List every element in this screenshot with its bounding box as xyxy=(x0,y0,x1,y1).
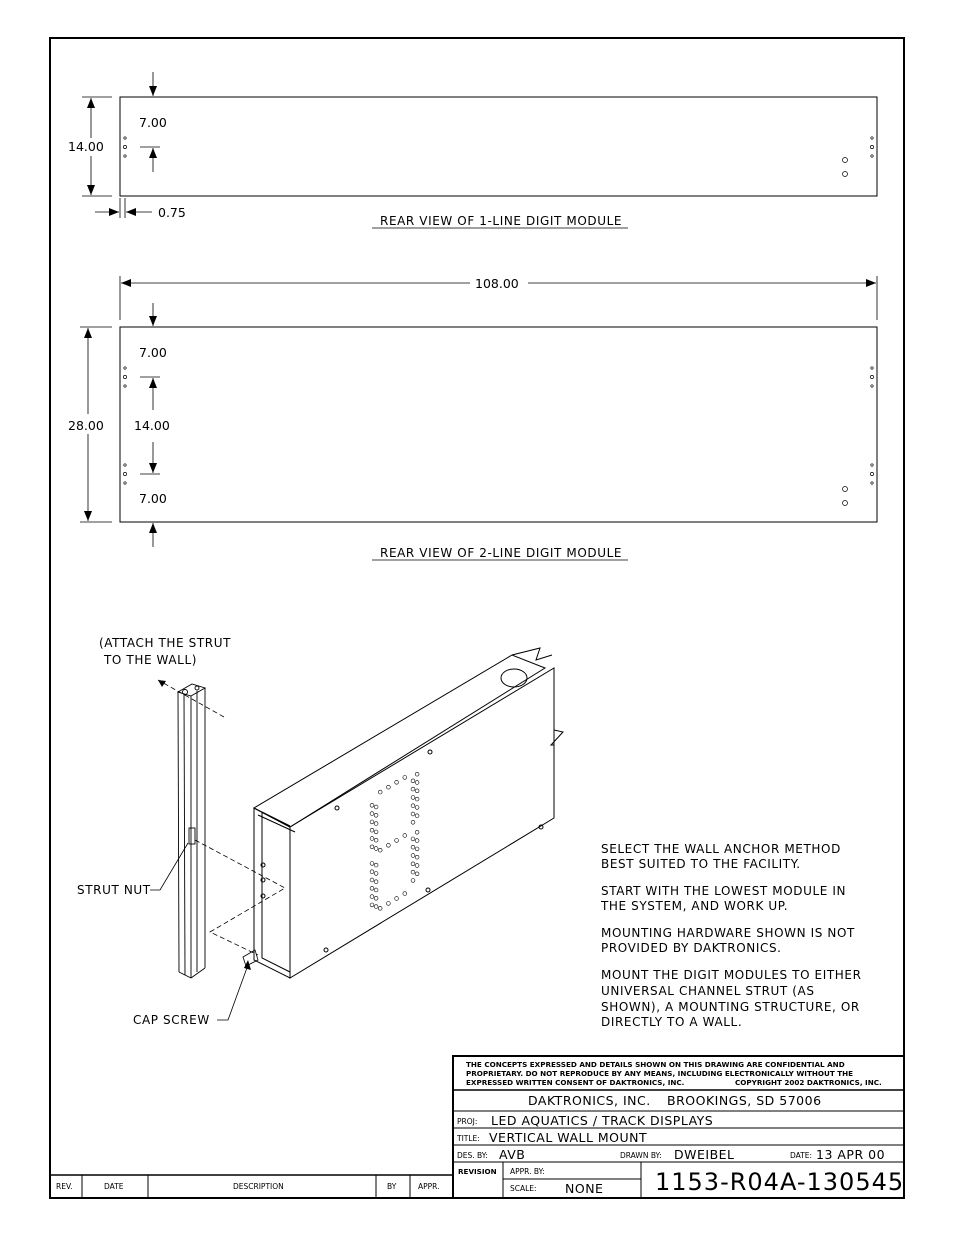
confidential-line-1: THE CONCEPTS EXPRESSED AND DETAILS SHOWN ON THIS DRAWING ARE CONFIDENTIAL AND xyxy=(466,1060,845,1069)
led-pixel xyxy=(374,872,378,876)
dim-half-1: 7.00 xyxy=(139,115,167,130)
led-digit-pattern xyxy=(370,772,419,910)
led-pixel xyxy=(370,803,374,807)
led-pixel xyxy=(403,892,407,896)
led-pixel xyxy=(370,870,374,874)
led-pixel xyxy=(395,839,399,843)
led-pixel xyxy=(370,812,374,816)
led-pixel xyxy=(395,897,399,901)
led-pixel xyxy=(387,785,391,789)
led-pixel xyxy=(415,839,419,843)
note-3-line-2: PROVIDED BY DAKTRONICS. xyxy=(601,941,782,955)
appr-header: APPR. xyxy=(418,1182,440,1191)
digit-module-cabinet xyxy=(254,648,563,978)
led-pixel xyxy=(374,905,378,909)
led-pixel xyxy=(387,902,391,906)
led-pixel xyxy=(374,838,378,842)
scale-value: NONE xyxy=(565,1181,604,1196)
date-value: 13 APR 00 xyxy=(816,1147,886,1162)
led-pixel xyxy=(415,781,419,785)
led-pixel xyxy=(415,772,419,776)
dim-width-2: 108.00 xyxy=(475,276,519,291)
strut-nut-leader xyxy=(150,843,188,890)
general-notes xyxy=(600,842,862,1029)
company-name: DAKTRONICS, INC. xyxy=(528,1093,651,1108)
rev-header: REV. xyxy=(56,1182,73,1191)
led-pixel xyxy=(411,845,415,849)
led-pixel xyxy=(415,855,419,859)
drawn-by-value: DWEIBEL xyxy=(674,1147,735,1162)
note-4-line-3: SHOWN), A MOUNTING STRUCTURE, OR xyxy=(601,1000,860,1014)
caption-rear-view-2: REAR VIEW OF 2-LINE DIGIT MODULE xyxy=(380,546,623,560)
led-pixel xyxy=(415,864,419,868)
unistrut-channel xyxy=(178,684,205,978)
led-pixel xyxy=(415,806,419,810)
confidential-line-2: PROPRIETARY. DO NOT REPRODUCE BY ANY MEANS, INCLUDING ELECTRONICALLY WITHOUT THE xyxy=(466,1069,854,1078)
led-pixel xyxy=(378,790,382,794)
led-pixel xyxy=(415,830,419,834)
led-pixel xyxy=(370,820,374,824)
led-pixel xyxy=(411,854,415,858)
led-pixel xyxy=(374,830,378,834)
led-pixel xyxy=(387,843,391,847)
caption-rear-view-1: REAR VIEW OF 1-LINE DIGIT MODULE xyxy=(380,214,623,228)
date-label: DATE: xyxy=(790,1151,813,1160)
led-pixel xyxy=(411,879,415,883)
cap-screw-leader xyxy=(217,965,248,1020)
led-pixel xyxy=(370,837,374,841)
module-1-line-outline xyxy=(120,97,877,196)
led-pixel xyxy=(370,895,374,899)
revision-label: REVISION xyxy=(458,1167,497,1176)
led-pixel xyxy=(415,814,419,818)
note-1-line-2: BEST SUITED TO THE FACILITY. xyxy=(601,857,801,871)
led-pixel xyxy=(374,888,378,892)
led-pixel xyxy=(378,848,382,852)
dim-bottom-2: 7.00 xyxy=(139,491,167,506)
led-pixel xyxy=(374,822,378,826)
des-by-value: AVB xyxy=(499,1147,526,1162)
led-pixel xyxy=(403,834,407,838)
strut-nut-label: STRUT NUT xyxy=(77,883,151,897)
drawn-by-label: DRAWN BY: xyxy=(620,1151,662,1160)
led-pixel xyxy=(411,870,415,874)
project-name: LED AQUATICS / TRACK DISPLAYS xyxy=(491,1113,714,1128)
led-pixel xyxy=(415,847,419,851)
led-pixel xyxy=(374,805,378,809)
led-pixel xyxy=(415,797,419,801)
dim-top-2: 7.00 xyxy=(139,345,167,360)
module-2-line-outline xyxy=(120,327,877,522)
led-pixel xyxy=(374,896,378,900)
by-header: BY xyxy=(387,1182,397,1191)
led-pixel xyxy=(411,787,415,791)
dim-height-1: 14.00 xyxy=(68,139,104,154)
note-2-line-1: START WITH THE LOWEST MODULE IN xyxy=(601,884,847,898)
appr-by-label: APPR. BY: xyxy=(510,1167,545,1176)
led-pixel xyxy=(374,847,378,851)
led-pixel xyxy=(415,872,419,876)
cap-screw-label: CAP SCREW xyxy=(133,1013,210,1027)
dim-height-2: 28.00 xyxy=(68,418,104,433)
led-pixel xyxy=(411,804,415,808)
attach-note-line2: TO THE WALL) xyxy=(104,653,198,667)
led-pixel xyxy=(411,812,415,816)
led-pixel xyxy=(370,862,374,866)
dim-mid-2: 14.00 xyxy=(134,418,170,433)
drawing-number: 1153-R04A-130545 xyxy=(655,1168,905,1196)
led-pixel xyxy=(370,828,374,832)
led-pixel xyxy=(370,845,374,849)
led-pixel xyxy=(403,776,407,780)
rear-view-1-line xyxy=(68,72,877,228)
led-pixel xyxy=(378,906,382,910)
led-pixel xyxy=(411,837,415,841)
rear-view-2-line xyxy=(68,276,877,560)
led-pixel xyxy=(415,789,419,793)
led-pixel xyxy=(374,880,378,884)
led-pixel xyxy=(411,796,415,800)
note-1-line-1: SELECT THE WALL ANCHOR METHOD xyxy=(601,842,841,856)
led-pixel xyxy=(374,813,378,817)
dim-edge-1: 0.75 xyxy=(158,205,186,220)
description-header: DESCRIPTION xyxy=(233,1182,284,1191)
isometric-mounting-view xyxy=(77,636,563,1027)
note-4-line-2: UNIVERSAL CHANNEL STRUT (AS xyxy=(601,984,815,998)
revision-table xyxy=(50,1175,453,1198)
note-4-line-1: MOUNT THE DIGIT MODULES TO EITHER xyxy=(601,968,862,982)
led-pixel xyxy=(370,878,374,882)
proj-label: PROJ: xyxy=(457,1117,478,1126)
copyright-text: COPYRIGHT 2002 DAKTRONICS, INC. xyxy=(735,1078,882,1087)
des-by-label: DES. BY: xyxy=(457,1151,488,1160)
note-4-line-4: DIRECTLY TO A WALL. xyxy=(601,1015,743,1029)
note-3-line-1: MOUNTING HARDWARE SHOWN IS NOT xyxy=(601,926,855,940)
confidential-line-3: EXPRESSED WRITTEN CONSENT OF DAKTRONICS, INC. xyxy=(466,1078,685,1087)
led-pixel xyxy=(374,863,378,867)
note-2-line-2: THE SYSTEM, AND WORK UP. xyxy=(601,899,789,913)
company-location: BROOKINGS, SD 57006 xyxy=(667,1093,822,1108)
scale-label: SCALE: xyxy=(510,1184,537,1193)
led-pixel xyxy=(411,820,415,824)
drawing-title: VERTICAL WALL MOUNT xyxy=(489,1130,648,1145)
led-pixel xyxy=(370,886,374,890)
attach-note-line1: (ATTACH THE STRUT xyxy=(99,636,232,650)
led-pixel xyxy=(370,903,374,907)
led-pixel xyxy=(395,780,399,784)
title-block xyxy=(453,1056,904,1198)
title-label: TITLE: xyxy=(457,1134,480,1143)
led-pixel xyxy=(411,779,415,783)
led-pixel xyxy=(411,862,415,866)
date-header: DATE xyxy=(104,1182,124,1191)
